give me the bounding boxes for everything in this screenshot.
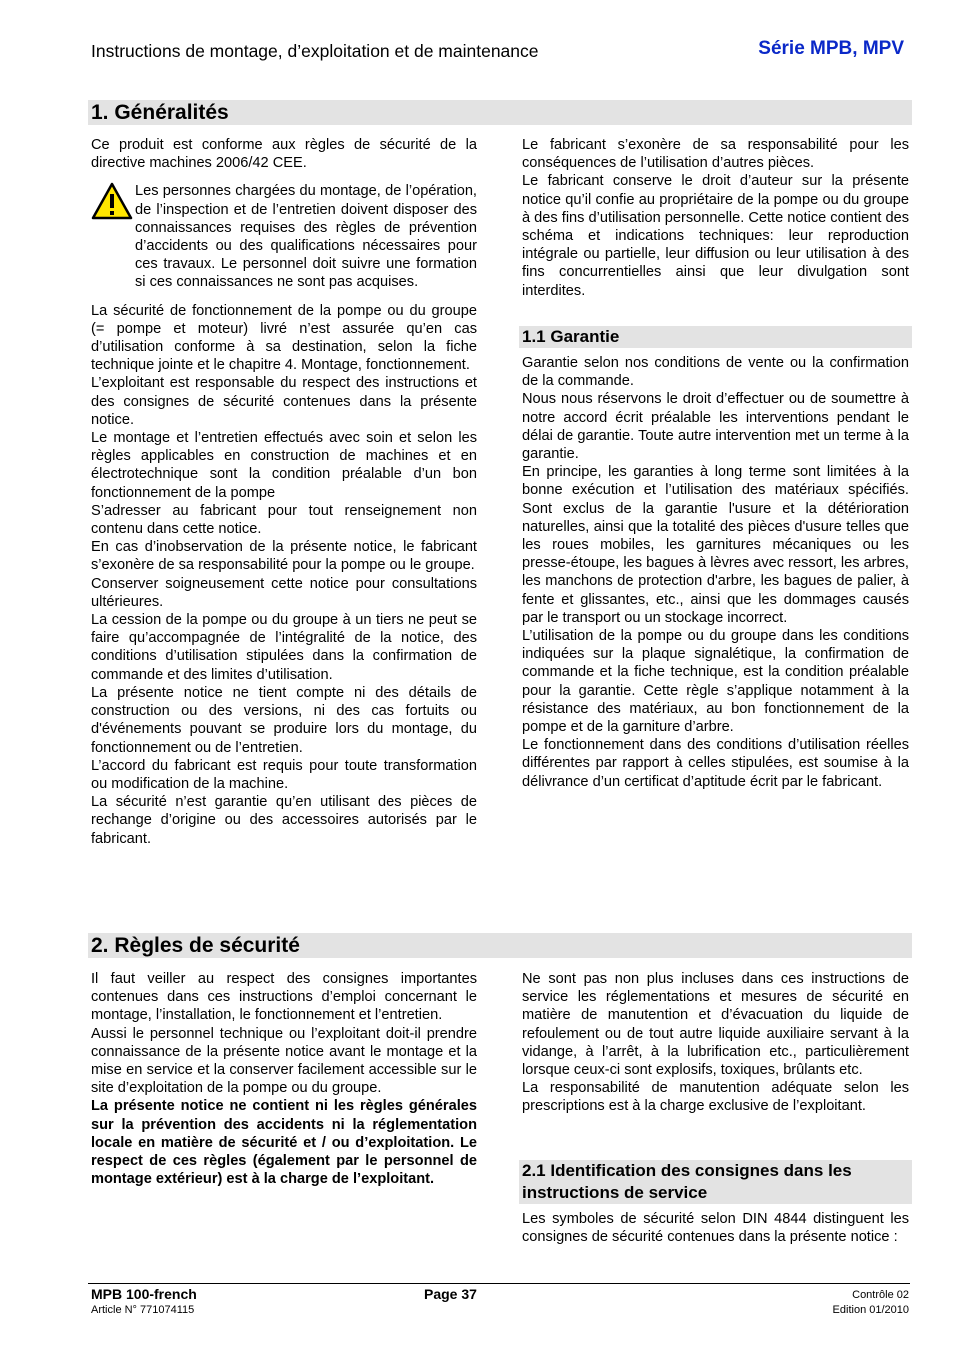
- document-title: Instructions de montage, d’exploitation et de maintenance: [91, 41, 539, 61]
- paragraph: L’utilisation de la pompe ou du groupe dans les conditions indiquées sur la plaque signalétique, la confirmation de commande et la fiche technique, est la condition préalable pour la garantie. Cette règle s’applique notamment à la résistance des matériaux, au bon fonctionnement de la pompe et de la garniture d’arbre.: [522, 628, 909, 736]
- section-1-right-column: [522, 136, 909, 300]
- section-1-left-column: [91, 136, 477, 848]
- paragraph: Le fabricant conserve le droit d’auteur sur la présente notice qu’il confie au propriétaire de la pompe ou du groupe à des fins d’utilisation personnelle. Cette notice contient des schéma et indications techniques: leur reproduction intégrale ou partielle, leur diffusion ou leur utilisation à des fins concurrentielles ainsi que leur divulgation sont interdites.: [522, 173, 909, 299]
- footer-document-id: MPB 100-french: [91, 1286, 197, 1302]
- paragraph: Le fonctionnement dans des conditions d’utilisation réelles différentes par rapport à celles stipulées, est soumise à la délivrance d’un certificat d’aptitude écrit par le fabricant.: [522, 737, 909, 790]
- paragraph: Le montage et l’entretien effectués avec soin et selon les règles applicables en construction de machines et en électrotechnique sont la condition préalable d’un bon fonctionnement de la pompe: [91, 430, 477, 501]
- subsection-1-1-heading: [519, 326, 912, 348]
- subsection-1-1-body: [522, 354, 909, 791]
- footer-control: Contrôle 02: [852, 1289, 909, 1301]
- section-1-title: 1. Généralités: [91, 101, 229, 124]
- section-2-title: 2. Règles de sécurité: [91, 934, 300, 957]
- paragraph: La sécurité de fonctionnement de la pompe ou du groupe (= pompe et moteur) livré n’est assurée qu’en cas d’utilisation conforme à sa destination, selon la fiche technique jointe et le chapitre 4. Montage, fonctionnement.: [91, 302, 477, 374]
- paragraph: En cas d’inobservation de la présente notice, le fabricant s’exonère de sa responsabilité pour la pompe ou le groupe.: [91, 539, 477, 574]
- footer-article-number: Article N° 771074115: [91, 1304, 195, 1316]
- paragraph: Le fabricant s’exonère de sa responsabilité pour les conséquences de l’utilisation d’autres pièces.: [522, 137, 909, 172]
- section-2-left-column: [91, 970, 477, 1188]
- warning-text: Les personnes chargées du montage, de l’opération, de l’inspection et de l’entretien doivent disposer des connaissances requises des règles de prévention d’accidents ou des qualifications nécessaires pour ces travaux. Le personnel doit suivre une formation si ces connaissances ne sont pas acquises.: [135, 183, 477, 291]
- paragraph: L’accord du fabricant est requis pour toute transformation ou modification de la machine.: [91, 757, 477, 792]
- paragraph: La responsabilité de manutention adéquate selon les prescriptions est à la charge exclusive de l’exploitant.: [522, 1080, 909, 1115]
- footer-page-number: Page 37: [424, 1286, 477, 1302]
- paragraph: S’adresser au fabricant pour tout renseignement non contenu dans cette notice.: [91, 502, 477, 538]
- paragraph: Garantie selon nos conditions de vente ou la confirmation de la commande.: [522, 355, 909, 390]
- footer-divider: [88, 1283, 910, 1284]
- section-1-heading: [88, 100, 912, 125]
- paragraph: Conserver soigneusement cette notice pour consultations ultérieures.: [91, 575, 477, 610]
- paragraph: L’exploitant est responsable du respect des instructions et des consignes de sécurité contenues dans la présente notice.: [91, 375, 477, 428]
- subsection-1-1-title: 1.1 Garantie: [522, 327, 620, 346]
- warning-triangle-icon: [91, 182, 135, 291]
- paragraph: La cession de la pompe ou du groupe à un tiers ne peut se faire qu’accompagnée de l’intégralité de la notice, des conditions d’utilisation stipulées dans la confirmation de commande et des limites d’utilisation.: [91, 612, 477, 683]
- warning-block: [91, 182, 477, 291]
- paragraph: Ne sont pas non plus incluses dans ces instructions de service les réglementations et mesures de sécurité en matière de manutention et d’évacuation du liquide de refoulement ou de tout autre liquide auxiliaire servant à la vidange, à l’arrêt, à la lubrification etc., particulièrement lorsque ceux-ci sont explosifs, toxiques, brûlants etc.: [522, 971, 909, 1079]
- paragraph: En principe, les garanties à long terme sont limitées à la bonne exécution et l’utilisation des matériaux spécifiés. Sont exclus de la garantie l'usure et la détérioration naturelles, ainsi que la totalité des pièces d'usure telles que les roues mobiles, les garnitures mécaniques ou les presse-étoupe, les bagues à lèvres avec ressort, les arbres, les manchons de protection d'arbre, les bagues de palier, à fente et glissantes, etc., ainsi que les dommages causés par le transport ou un stockage incorrect.: [522, 464, 909, 626]
- paragraph: La sécurité n’est garantie qu’en utilisant des pièces de rechange d’origine ou des accessoires autorisés par le fabricant.: [91, 794, 477, 847]
- bold-paragraph: La présente notice ne contient ni les règles générales sur la prévention des accidents ni la réglementation locale en matière de sécurité et / ou d’exploitation. Le respect de ces règles (également par le personnel de montage extérieur) est à la charge de l’exploitant.: [91, 1098, 477, 1188]
- paragraph: Les symboles de sécurité selon DIN 4844 distinguent les consignes de sécurité contenues dans la présente notice :: [522, 1211, 909, 1246]
- paragraph: Il faut veiller au respect des consignes importantes contenues dans ces instructions d’emploi concernant le montage, l’installation, le fonctionnement et l’entretien.: [91, 971, 477, 1024]
- subsection-2-1-heading: [519, 1160, 912, 1204]
- paragraph: Ce produit est conforme aux règles de sécurité de la directive machines 2006/42 CEE.: [91, 137, 477, 172]
- footer-edition: Edition 01/2010: [832, 1304, 909, 1316]
- subsection-2-1-body: [522, 1210, 909, 1246]
- section-2-right-column: [522, 970, 909, 1116]
- section-2-heading: [88, 933, 912, 958]
- paragraph: La présente notice ne tient compte ni des détails de construction ou des versions, ni des cas fortuits ou d'événements pouvant se produire lors du montage, du fonctionnement ou de l’entretien.: [91, 684, 477, 756]
- paragraph: Nous nous réservons le droit d’effectuer ou de soumettre à notre accord écrit préalable les interventions pendant le délai de garantie. Toute autre intervention met un terme à la garantie.: [522, 391, 909, 463]
- paragraph: Aussi le personnel technique ou l’exploitant doit-il prendre connaissance de la présente notice avant le montage et la mise en service et la conserver facilement accessible sur le site d’exploitation de la pompe ou du groupe.: [91, 1025, 477, 1097]
- series-title: Série MPB, MPV: [758, 38, 904, 59]
- subsection-2-1-title: 2.1 Identification des consignes dans les instructions de service: [522, 1161, 852, 1202]
